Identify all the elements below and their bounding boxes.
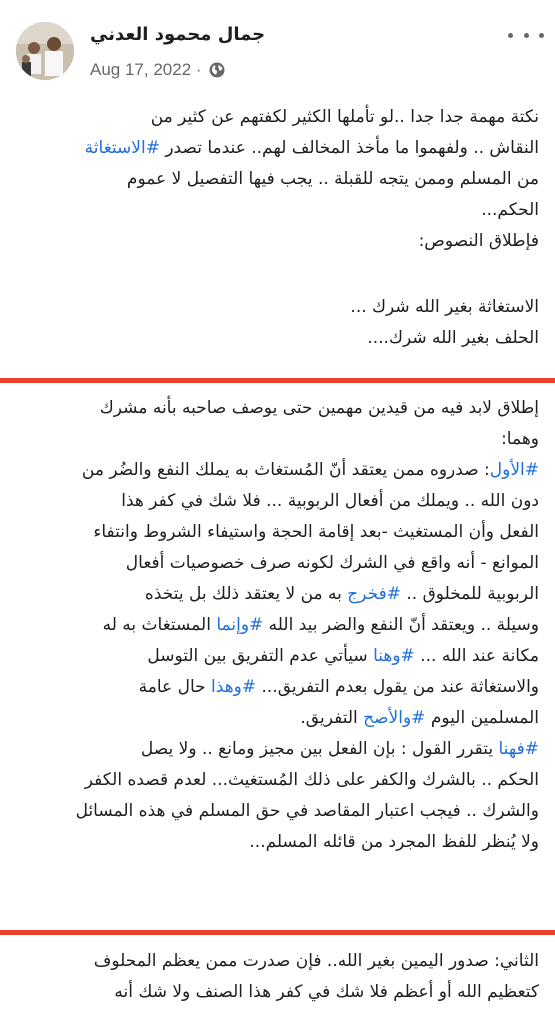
text-line bbox=[14, 641, 539, 672]
more-dot bbox=[539, 33, 544, 38]
post-date[interactable] bbox=[90, 60, 202, 80]
text-run: الحلف بغير الله شرك.... bbox=[367, 328, 539, 348]
blank-line bbox=[14, 257, 539, 292]
more-dot bbox=[508, 33, 513, 38]
text-run: التفريق. bbox=[300, 708, 364, 728]
post-text-part-1 bbox=[14, 102, 539, 354]
avatar[interactable] bbox=[16, 22, 74, 80]
text-line bbox=[14, 486, 539, 517]
hashtag-link[interactable]: #فخرج bbox=[347, 584, 401, 604]
hashtag-link[interactable]: #وهذا bbox=[211, 677, 257, 697]
date-separator: · bbox=[195, 60, 202, 79]
text-run: الربوبية للمخلوق .. bbox=[400, 584, 539, 604]
text-run: من المسلم وممن يتجه للقبلة .. يجب فيها التفصيل لا عموم bbox=[126, 169, 539, 189]
text-run: وسيلة .. ويعتقد أنّ النفع والضر بيد الله bbox=[263, 615, 539, 635]
post-text-part-3 bbox=[14, 946, 539, 1008]
text-line bbox=[14, 610, 539, 641]
text-line bbox=[14, 765, 539, 796]
avatar-photo bbox=[16, 22, 74, 80]
text-line bbox=[14, 323, 539, 354]
text-run: يتقرر القول : بإن الفعل بين مجيز ومانع .. ولا يصل bbox=[140, 739, 499, 759]
text-run: الاستغاثة بغير الله شرك ... bbox=[350, 297, 539, 317]
hashtag-link[interactable]: #الاستغاثة bbox=[84, 138, 160, 158]
text-run: مكانة عند الله ... bbox=[414, 646, 539, 666]
more-dot bbox=[524, 33, 529, 38]
text-line bbox=[14, 164, 539, 195]
text-run: به من لا يعتقد ذلك بل يتخذه bbox=[144, 584, 348, 604]
text-line bbox=[14, 672, 539, 703]
text-run: المسلمين اليوم bbox=[425, 708, 539, 728]
text-run: نكتة مهمة جدا جدا ..لو تأملها الكثير لكفتهم عن كثير من bbox=[150, 107, 539, 127]
text-line bbox=[14, 102, 539, 133]
text-line bbox=[14, 734, 539, 765]
text-line bbox=[14, 292, 539, 323]
hashtag-link[interactable]: #فهنا bbox=[498, 739, 539, 759]
text-run: وهما: bbox=[501, 429, 539, 449]
text-run: دون الله .. ويملك من أفعال الربوبية ... فلا شك في كفر هذا bbox=[121, 491, 539, 511]
text-run: الحكم... bbox=[481, 200, 539, 220]
text-line bbox=[14, 195, 539, 226]
post-date-text[interactable]: Aug 17, 2022 bbox=[90, 60, 192, 79]
text-line bbox=[14, 226, 539, 257]
text-line bbox=[14, 579, 539, 610]
text-line bbox=[14, 133, 539, 164]
text-run: النقاش .. ولفهموا ما مأخذ المخالف لهم.. عندما تصدر bbox=[159, 138, 539, 158]
text-run: الفعل وأن المستغيث -بعد إقامة الحجة واستيفاء الشروط وانتفاء bbox=[93, 522, 539, 542]
author-name[interactable]: جمال محمود العدني bbox=[90, 24, 266, 45]
red-divider bbox=[0, 930, 555, 935]
text-run: الحكم .. بالشرك والكفر على ذلك المُستغيث... لعدم قصده الكفر bbox=[84, 770, 539, 790]
text-line bbox=[14, 827, 539, 858]
hashtag-link[interactable]: #الأول bbox=[489, 460, 539, 480]
text-run: كتعظيم الله أو أعظم فلا شك في كفر هذا الصنف ولا شك أنه bbox=[114, 982, 539, 1002]
hashtag-link[interactable]: #والأصح bbox=[363, 708, 426, 728]
globe-icon[interactable] bbox=[209, 62, 225, 78]
text-run: المستغاث به له bbox=[102, 615, 217, 635]
post-header bbox=[0, 0, 555, 90]
text-run: سيأتي عدم التفريق بين التوسل bbox=[147, 646, 374, 666]
text-line bbox=[14, 946, 539, 977]
text-run: الموانع - أنه واقع في الشرك لكونه صرف خصوصيات أفعال bbox=[125, 553, 539, 573]
hashtag-link[interactable]: #وإنما bbox=[216, 615, 264, 635]
text-run: والاستغاثة عند من يقول بعدم التفريق... bbox=[256, 677, 539, 697]
text-run: والشرك .. فيجب اعتبار المقاصد في حق المسلم في هذه المسائل bbox=[75, 801, 539, 821]
more-options-icon[interactable] bbox=[508, 25, 544, 45]
text-run: إطلاق لابد فيه من قيدين مهمين حتى يوصف صاحبه بأنه مشرك bbox=[99, 398, 539, 418]
text-line bbox=[14, 424, 539, 455]
text-run: : صدروه ممن يعتقد أنّ المُستغاث به يملك النفع والضُر من bbox=[81, 460, 490, 480]
text-line bbox=[14, 796, 539, 827]
text-line bbox=[14, 393, 539, 424]
text-line bbox=[14, 548, 539, 579]
hashtag-link[interactable]: #وهنا bbox=[373, 646, 415, 666]
text-run: ولا يُنظر للفظ المجرد من قائله المسلم... bbox=[249, 832, 539, 852]
text-run: الثاني: صدور اليمين بغير الله.. فإن صدرت ممن يعظم المحلوف bbox=[93, 951, 539, 971]
text-run: فإطلاق النصوص: bbox=[418, 231, 539, 251]
text-line bbox=[14, 977, 539, 1008]
post-text-part-2 bbox=[14, 393, 539, 858]
text-line bbox=[14, 517, 539, 548]
text-line bbox=[14, 703, 539, 734]
text-line bbox=[14, 455, 539, 486]
text-run: حال عامة bbox=[138, 677, 212, 697]
red-divider bbox=[0, 378, 555, 383]
